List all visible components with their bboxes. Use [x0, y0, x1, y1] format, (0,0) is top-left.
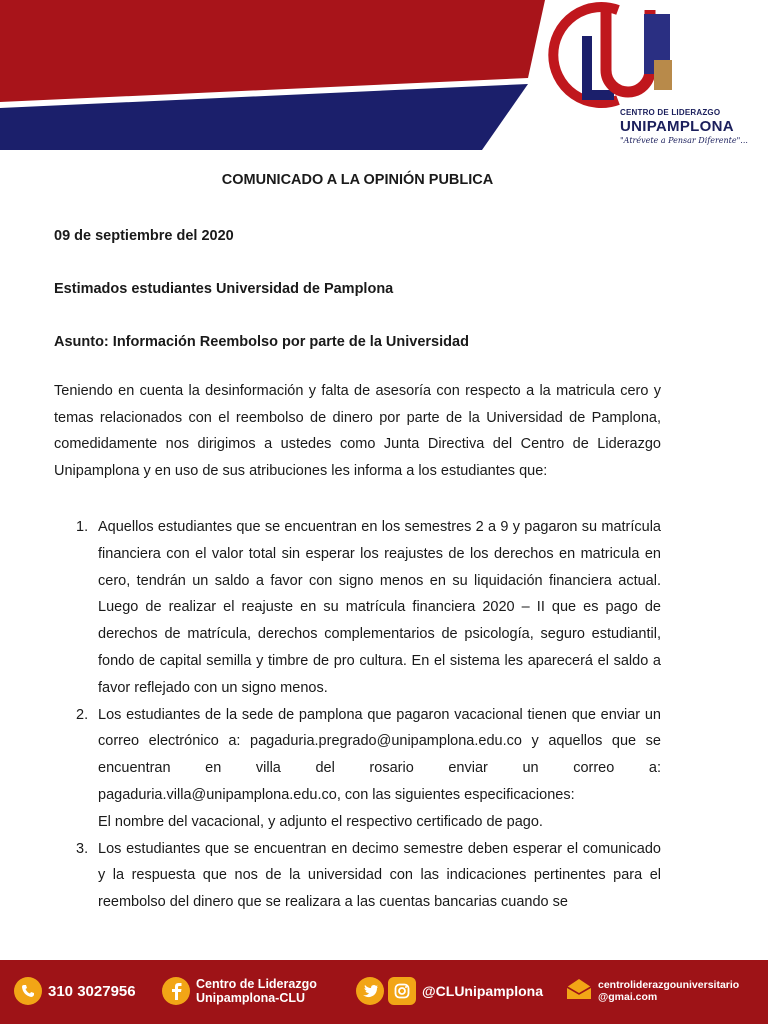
document-greeting: Estimados estudiantes Universidad de Pamplona	[54, 281, 394, 297]
twitter-icon	[356, 977, 384, 1005]
instagram-icon	[388, 977, 416, 1005]
document-intro: Teniendo en cuenta la desinformación y falta de asesoría con respecto a la matricula cero y temas relacionados con el reembolso de dinero por parte de la Universidad de Pamplona, comedidamente nos dirigimos a ustedes como Junta Directiva del Centro de Liderazgo Unipamplona y en uso de sus atribuciones les informa a los estudiantes que:	[54, 383, 661, 479]
footer-social-handle: @CLUnipamplona	[422, 983, 543, 999]
numbered-list	[54, 514, 661, 916]
list-item	[54, 514, 661, 702]
footer-email-text	[598, 979, 739, 1003]
footer-facebook	[162, 974, 317, 1008]
footer-facebook-text	[196, 977, 317, 1005]
list-item	[54, 836, 661, 916]
footer-facebook-line1: Centro de Liderazgo	[196, 977, 317, 991]
footer-email	[566, 974, 739, 1008]
document-title: COMUNICADO A LA OPINIÓN PUBLICA	[221, 172, 494, 188]
list-item-text: Los estudiantes de la sede de pamplona que pagaron vacacional tienen que enviar un correo electrónico a: pagaduria.pregrado@unipamplona.edu.co y aquellos que se encuentran en villa del rosario enviar un correo a: pagaduria.villa@unipamplona.edu.co, con las siguientes especificaciones:	[98, 706, 661, 803]
email-envelope-icon	[566, 978, 592, 1005]
letterhead-footer	[0, 960, 768, 1024]
list-item-text: Los estudiantes que se encuentran en decimo semestre deben esperar el comunicado y la respuesta que nos de la universidad con las indicaciones pertinentes para el reembolso del dinero que se realizara a las cuentas bancarias cuando se	[98, 840, 661, 911]
list-item-text: Aquellos estudiantes que se encuentran en los semestres 2 a 9 y pagaron su matrícula financiera con el valor total sin esperar los reajustes de los derechos en matricula en cero, tendrán un saldo a favor con signo menos en su liquidación financiera actual. Luego de realizar el reajuste en su matrícula financiera 2020 – II que es pago de derechos de matrícula, derechos complementarios de psicología, seguro estudiantil, fondo de capital semilla y timbre de pro cultura. En el sistema les aparecerá el saldo a favor reflejado con un signo menos.	[98, 519, 661, 696]
list-item-number: 1.	[76, 519, 89, 535]
document-subject: Asunto: Información Reembolso por parte de la Universidad	[54, 334, 469, 350]
document-date: 09 de septiembre del 2020	[54, 228, 234, 244]
list-item-number: 2.	[76, 706, 89, 723]
logo-subtitle-top: CENTRO DE LIDERAZGO	[620, 108, 721, 117]
list-item-number: 3.	[76, 840, 89, 857]
footer-email-line2: @gmai.com	[598, 991, 658, 1003]
footer-email-line1: centroliderazgouniversitario	[598, 979, 740, 991]
footer-phone	[14, 974, 136, 1008]
list-item-extra-text: El nombre del vacacional, y adjunto el respectivo certificado de pago.	[98, 813, 543, 830]
whatsapp-icon	[14, 977, 42, 1005]
list-item	[54, 702, 661, 836]
clu-logo-mark	[548, 0, 698, 120]
letterhead-header	[0, 0, 768, 160]
document-body	[54, 168, 661, 916]
footer-facebook-line2: Unipamplona-CLU	[196, 991, 306, 1005]
footer-social	[356, 974, 543, 1008]
facebook-icon	[162, 977, 190, 1005]
footer-phone-number: 310 3027956	[48, 982, 136, 1000]
logo-subtitle-main: UNIPAMPLONA	[620, 118, 734, 135]
logo-tagline: "Atrévete a Pensar Diferente"...	[620, 136, 748, 145]
clu-logo	[548, 0, 768, 160]
